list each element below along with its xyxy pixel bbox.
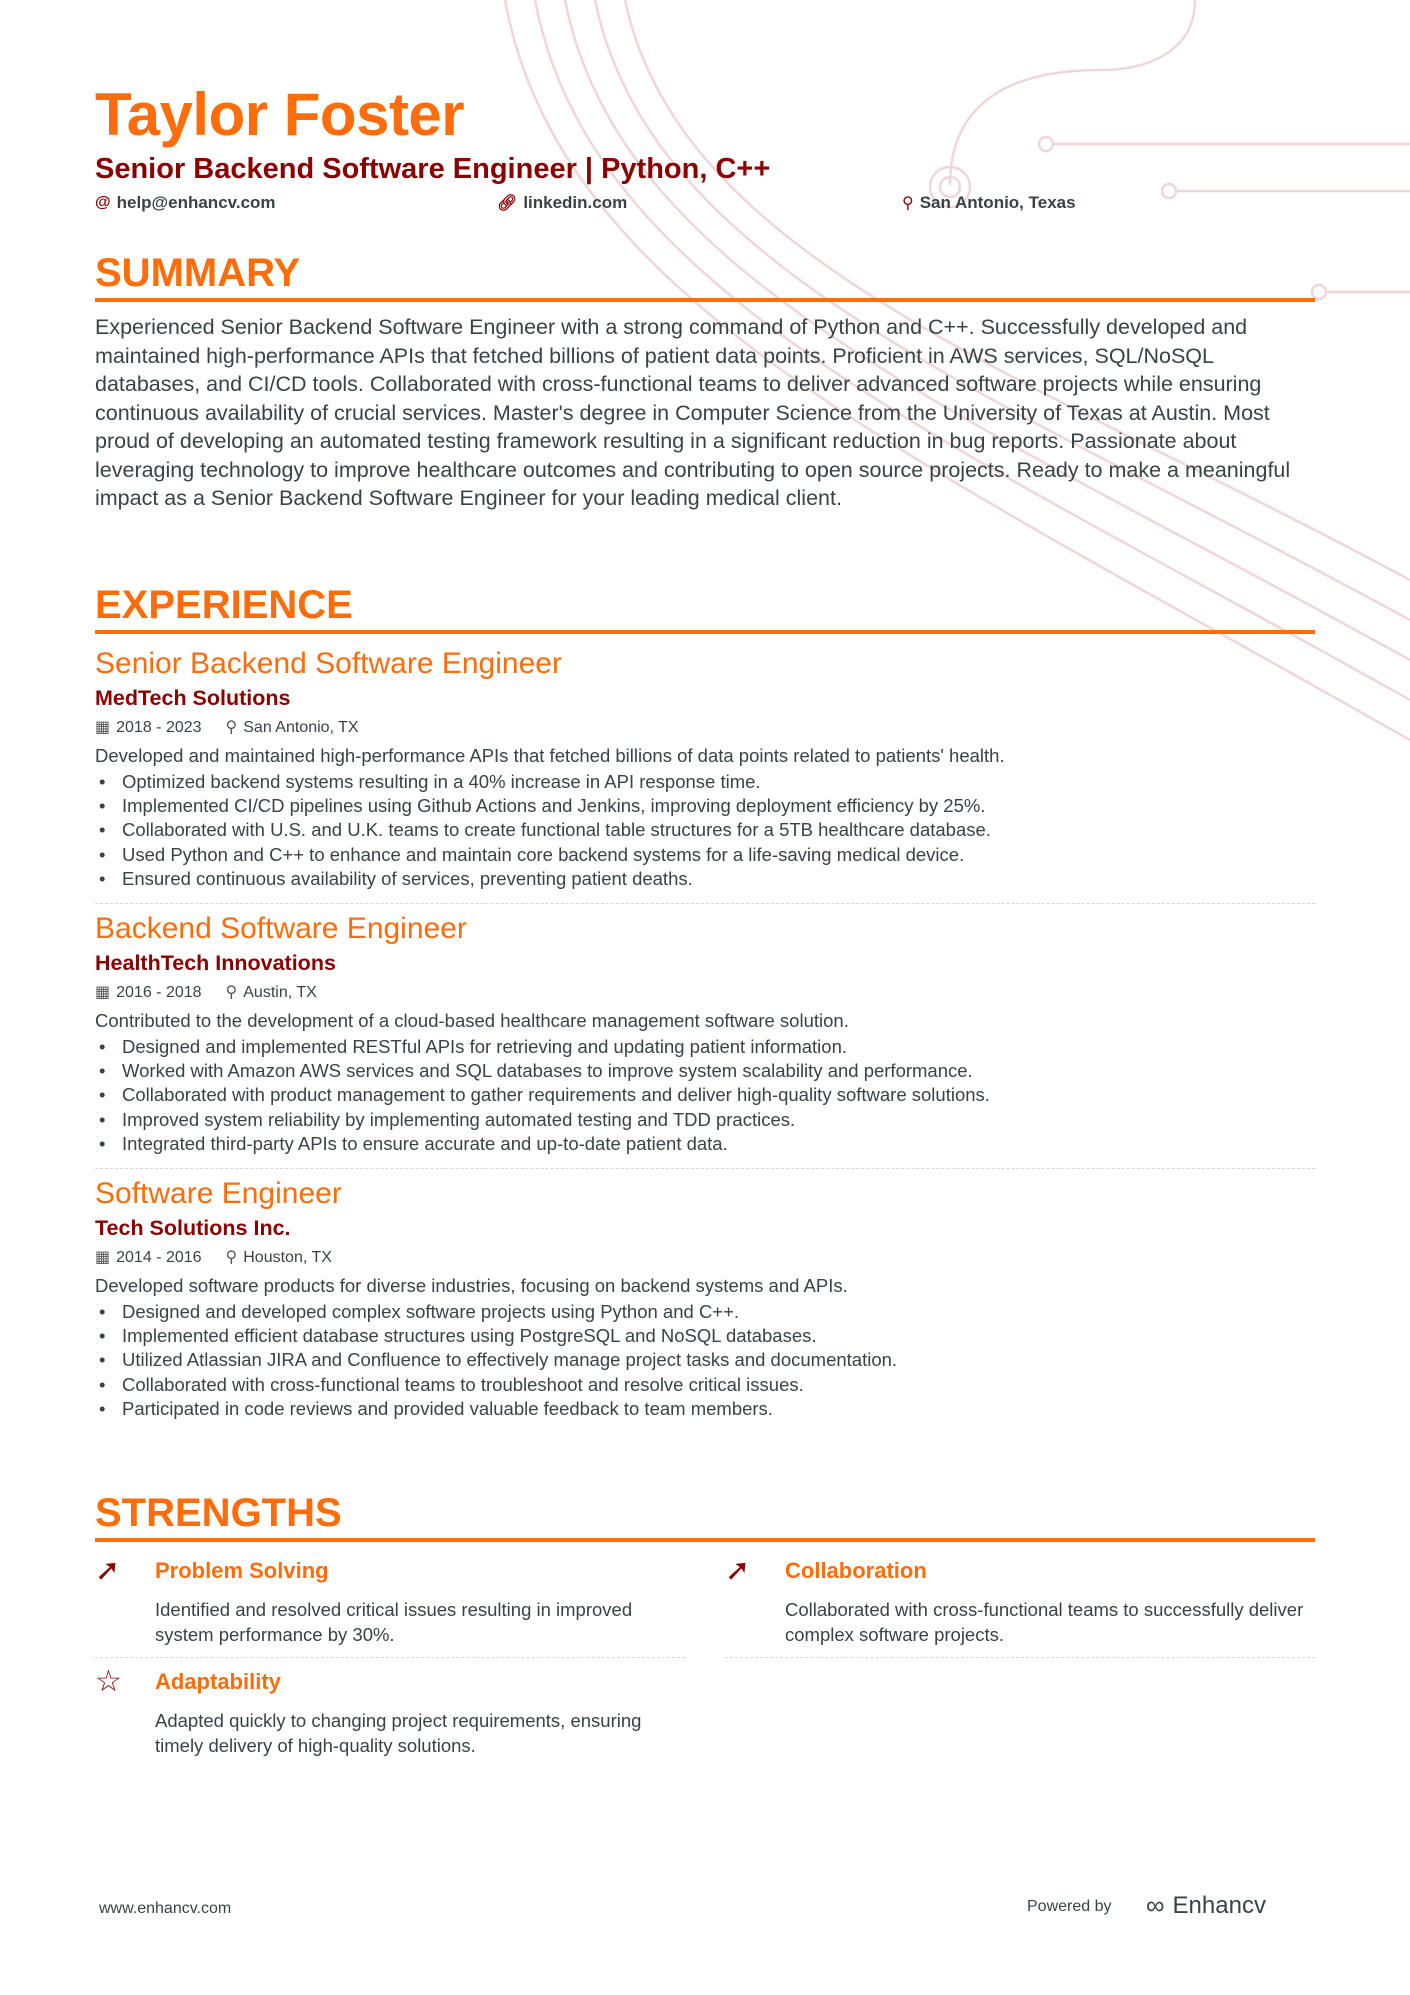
strength-description: Collaborated with cross-functional teams to successfully deliver complex software projects. [785,1599,1304,1645]
job-entry [95,910,1315,1169]
experience-heading: EXPERIENCE [95,582,1315,634]
dates-text: 2016 - 2018 [116,984,202,1002]
dates-text: 2018 - 2023 [116,719,202,736]
location-text: Austin, TX [243,984,317,1002]
job-title: Software Engineer [95,1177,342,1211]
job-dates [95,1245,202,1271]
contact-location [902,193,1076,213]
summary-heading: SUMMARY [95,250,1315,302]
bullet-item: • Ensured continuous availability of services, preventing patient deaths. [95,867,1315,891]
strength-item [95,1664,685,1758]
dates-text: 2014 - 2016 [116,1249,202,1267]
job-title: Backend Software Engineer [95,912,467,946]
job-entry [95,645,1315,904]
calendar-icon: ▦ [95,984,111,1002]
bullet-item: • Worked with Amazon AWS services and SQL databases to improve system scalability and performance. [95,1059,1315,1083]
company-name: MedTech Solutions [95,686,291,710]
bullet-item: • Designed and implemented RESTful APIs for retrieving and updating patient information. [95,1035,1315,1059]
bullet-item: • Implemented CI/CD pipelines using Github Actions and Jenkins, improving deployment efficiency by 25%. [95,794,1315,818]
job-description: Developed and maintained high-performance APIs that fetched billions of data points related to patients' health. [95,745,1005,766]
strength-description: Identified and resolved critical issues resulting in improved system performance by 30%. [155,1599,633,1645]
location-text: San Antonio, Texas [919,193,1076,212]
strength-title: Collaboration [785,1557,927,1583]
company-name: HealthTech Innovations [95,951,336,976]
contact-linkedin[interactable] [497,193,627,213]
bullet-item: • Collaborated with cross-functional teams to troubleshoot and resolve critical issues. [95,1373,1315,1397]
bullet-item: • Implemented efficient database structures using PostgreSQL and NoSQL databases. [95,1324,1315,1348]
strategy-icon: ➚ [95,1554,121,1587]
brand-text: Enhancv [1172,1891,1266,1919]
location-text: Houston, TX [243,1249,332,1267]
footer-website[interactable]: www.enhancv.com [99,1900,232,1917]
footer-powered-by: Powered by [1027,1898,1112,1915]
link-icon: 🔗︎ [497,195,518,212]
job-bullets [95,770,1315,891]
location-pin-icon: ⚲ [225,1249,238,1267]
bullet-item: • Optimized backend systems resulting in a 40% increase in API response time. [95,770,1315,794]
bullet-item: • Utilized Atlassian JIRA and Confluence to effectively manage project tasks and documentation. [95,1348,1315,1372]
company-name: Tech Solutions Inc. [95,1216,291,1241]
job-location [226,715,359,741]
location-text: San Antonio, TX [243,719,359,736]
bullet-item: • Improved system reliability by implementing automated testing and TDD practices. [95,1108,1315,1132]
bullet-item: • Collaborated with U.S. and U.K. teams to create functional table structures for a 5TB healthcare database. [95,818,1315,842]
candidate-name: Taylor Foster [95,81,465,148]
job-location [226,980,317,1006]
location-pin-icon: ⚲ [225,984,238,1002]
location-pin-icon: ⚲ [902,195,914,212]
bullet-item: • Designed and developed complex software projects using Python and C++. [95,1300,1315,1324]
strength-title: Adaptability [155,1668,281,1694]
job-title: Senior Backend Software Engineer [95,647,562,680]
job-bullets [95,1300,1315,1421]
candidate-title: Senior Backend Software Engineer | Python, C++ [95,153,771,185]
enhancv-logo-icon: ∞ [1146,1890,1165,1920]
bullet-item: • Integrated third-party APIs to ensure accurate and up-to-date patient data. [95,1132,1315,1156]
strength-item [95,1553,685,1658]
job-description: Developed software products for diverse industries, focusing on backend systems and APIs. [95,1275,848,1297]
at-icon: @ [95,194,111,211]
bullet-item: • Collaborated with product management to gather requirements and deliver high-quality software solutions. [95,1083,1315,1107]
bullet-item: • Participated in code reviews and provided valuable feedback to team members. [95,1397,1315,1421]
strength-item [725,1553,1315,1658]
linkedin-text: linkedin.com [523,193,628,212]
strength-description: Adapted quickly to changing project requirements, ensuring timely delivery of high-quality solutions. [155,1710,642,1756]
email-text: help@enhancv.com [116,193,276,212]
calendar-icon: ▦ [95,1249,111,1267]
divider [95,1168,1315,1169]
job-description: Contributed to the development of a cloud-based healthcare management software solution. [95,1010,849,1032]
strength-title: Problem Solving [155,1557,329,1583]
strengths-heading: STRENGTHS [95,1490,1315,1542]
job-location [226,1245,332,1271]
job-dates [95,980,202,1006]
location-pin-icon: ⚲ [225,719,238,736]
job-dates [95,715,202,741]
strategy-icon: ➚ [725,1554,751,1587]
bullet-item: • Used Python and C++ to enhance and maintain core backend systems for a life-saving medical device. [95,843,1315,867]
calendar-icon: ▦ [95,719,111,736]
divider [95,903,1315,904]
experience-list [95,645,1315,1427]
enhancv-logo [1146,1890,1266,1921]
star-icon: ☆ [95,1665,122,1698]
job-bullets [95,1035,1315,1156]
job-entry [95,1175,1315,1421]
contact-email[interactable] [95,193,276,213]
summary-text: Experienced Senior Backend Software Engineer with a strong command of Python and C++. Successfully developed and maintained high-performance APIs that fetched billions of patient data points. Proficient in AWS services, SQL/NoSQL databases, and CI/CD tools. Collaborated with cross-functional teams to deliver advanced software projects while ensuring continuous availability of crucial services. Master's degree in Computer Science from the University of Texas at Austin. Most proud of developing an automated testing framework resulting in a significant reduction in bug reports. Passionate about leveraging technology to improve healthcare outcomes and contributing to open source projects. Ready to make a meaningful impact as a Senior Backend Software Engineer for your leading medical client. [95,315,1291,510]
